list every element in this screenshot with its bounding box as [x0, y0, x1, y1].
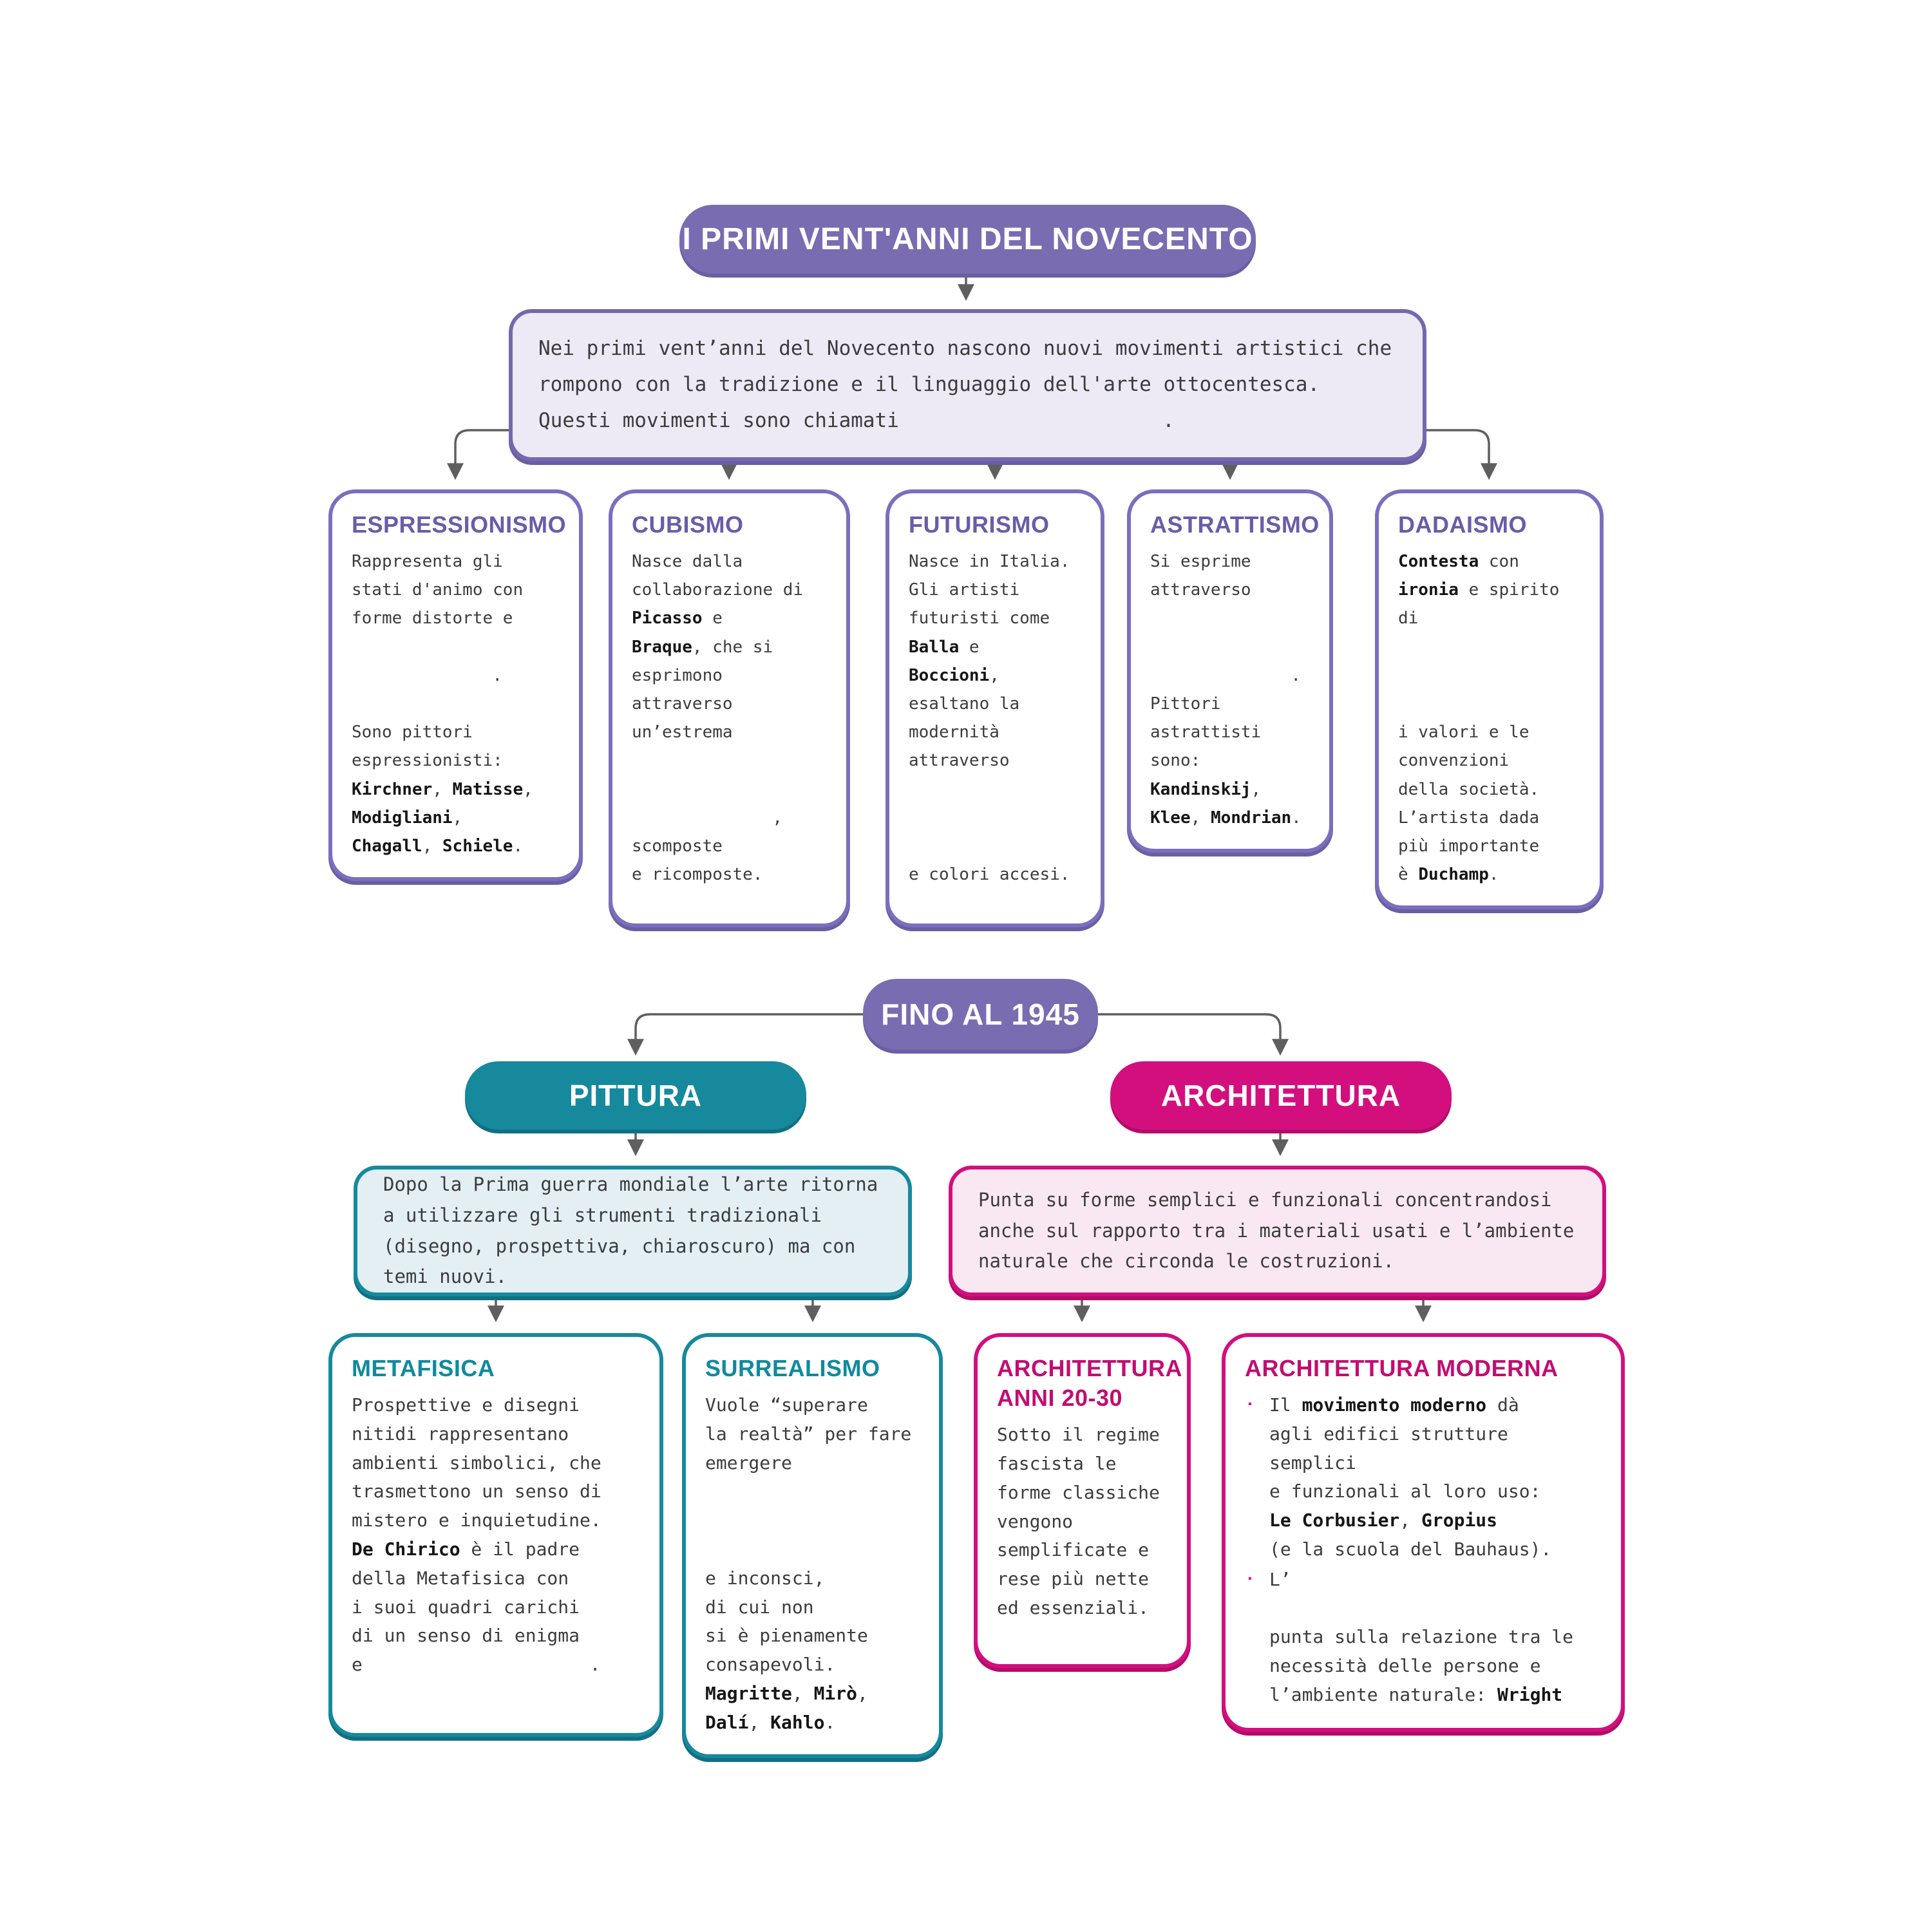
box-futurismo-body: Nasce in Italia. Gli artisti futuristi come Balla e Boccioni, esaltano la modernità attraverso e colori accesi.: [909, 552, 1070, 885]
box-surrealismo-body: Vuole “superare la realtà” per fare emergere e inconsci, di cui non si è pienamente consapevoli. Magritte, Mirò, Dalí, Kahlo.: [705, 1394, 912, 1733]
box-architettura-moderna-body: [1245, 1391, 1602, 1710]
box-astrattismo-body: Si esprime attraverso . Pittori astrattisti sono: Kandinskij, Klee, Mondrian.: [1150, 552, 1302, 828]
pittura-intro-panel: [354, 1166, 912, 1296]
box-architettura-moderna: [1222, 1333, 1625, 1732]
box-metafisica-body: Prospettive e disegni nitidi rappresentano ambienti simbolici, che trasmettono un senso di mistero e inquietudine. De Chirico è il padre della Metafisica con i suoi quadri carichi di un senso di enigma e .: [352, 1394, 601, 1676]
box-astrattismo-title: ASTRATTISMO: [1150, 511, 1320, 538]
architettura-intro-text: Punta su forme semplici e funzionali concentrandosi anche sul rapporto tra i materiali usati e l’ambiente naturale che circonda le costruzioni.: [978, 1188, 1575, 1273]
architettura-intro-panel: [949, 1166, 1606, 1296]
branch-pittura-node: [465, 1061, 806, 1130]
box-astrattismo: [1127, 489, 1333, 853]
connector-era-architettura: [1098, 1014, 1280, 1052]
era-label: FINO AL 1945: [881, 998, 1080, 1031]
box-architettura-anni-20-30: [974, 1333, 1191, 1668]
connector-intro-dadaismo: [1426, 430, 1489, 477]
intro-text: Nei primi vent’anni del Novecento nascono nuovi movimenti artistici che rompono con la tradizione e il linguaggio dell'arte ottocentesca. Questi movimenti sono chiamati .: [538, 337, 1392, 432]
root-title-label: I PRIMI VENT'ANNI DEL NOVECENTO: [682, 222, 1253, 256]
box-cubismo-title: CUBISMO: [632, 511, 744, 538]
box-dadaismo-title: DADAISMO: [1398, 511, 1527, 538]
box-cubismo-body: Nasce dalla collaborazione di Picasso e Braque, che si esprimono attraverso un’estrema , scomposte e ricomposte.: [632, 552, 804, 885]
box-dadaismo: [1375, 489, 1604, 909]
architettura-moderna-bullet-1: · Il movimento moderno dà agli edifici strutture semplici e funzionali al loro uso: Le Corbusier, Gropius (e la scuola del Bauhaus).: [1245, 1391, 1602, 1564]
box-futurismo-title: FUTURISMO: [909, 511, 1050, 538]
box-cubismo: [609, 489, 850, 927]
architettura-moderna-bullet-2: · L’ punta sulla relazione tra le necessità delle persone e l’ambiente naturale: Wright: [1245, 1566, 1602, 1710]
connector-intro-espressionismo: [455, 430, 509, 477]
box-architettura-moderna-title: ARCHITETTURA MODERNA: [1245, 1355, 1558, 1381]
intro-panel: [509, 309, 1426, 461]
branch-architettura-node: [1110, 1061, 1452, 1130]
branch-pittura-label: PITTURA: [569, 1079, 703, 1112]
connector-era-pittura: [636, 1014, 863, 1052]
box-surrealismo-title: SURREALISMO: [705, 1355, 880, 1381]
box-espressionismo: [328, 489, 583, 881]
box-metafisica: [328, 1333, 663, 1737]
box-surrealismo: [682, 1333, 943, 1758]
box-espressionismo-body: Rappresenta gli stati d'animo con forme distorte e . Sono pittori espressionisti: Kirchner, Matisse, Modigliani, Chagall, Schiele.: [352, 552, 533, 856]
box-metafisica-title: METAFISICA: [352, 1355, 495, 1381]
box-architettura-anni-20-30-title: ARCHITETTURA ANNI 20-30: [997, 1355, 1182, 1412]
pittura-intro-text: Dopo la Prima guerra mondiale l’arte ritorna a utilizzare gli strumenti tradizionali (disegno, prospettiva, chiaroscuro) ma con temi nuovi.: [383, 1173, 878, 1288]
branch-architettura-label: ARCHITETTURA: [1160, 1079, 1401, 1112]
era-node: [863, 979, 1098, 1050]
box-architettura-anni-20-30-body: Sotto il regime fascista le forme classiche vengono semplificate e rese più nette ed essenziali.: [997, 1424, 1160, 1618]
box-futurismo: [886, 489, 1104, 927]
box-dadaismo-body: Contesta con ironia e spirito di i valori e le convenzioni della società. L’artista dada più importante è Duchamp.: [1398, 552, 1560, 885]
root-title-node: [679, 205, 1256, 274]
box-espressionismo-title: ESPRESSIONISMO: [352, 511, 567, 538]
